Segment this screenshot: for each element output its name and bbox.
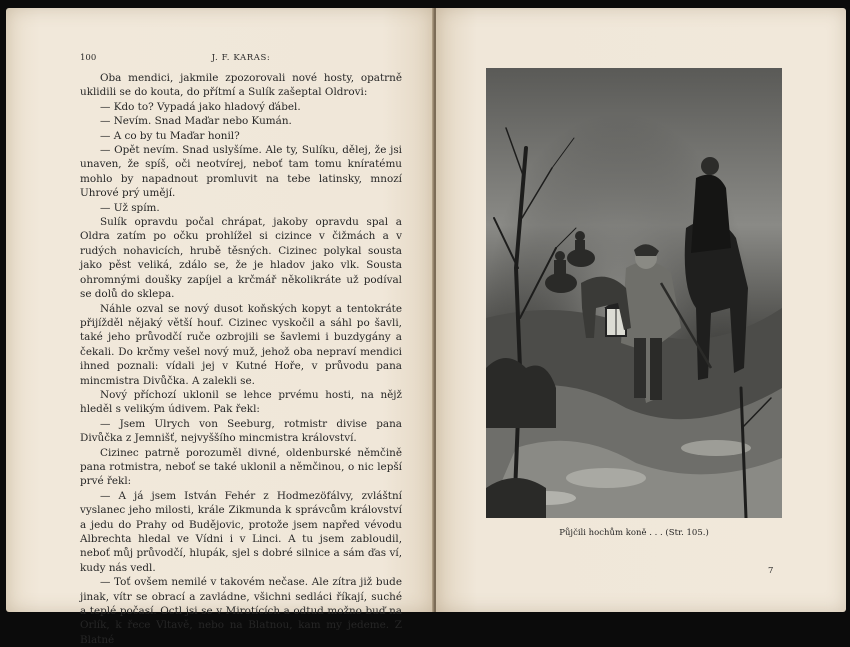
page-number: 100 bbox=[80, 53, 97, 63]
paragraph: — Už spím. bbox=[100, 201, 160, 214]
paragraph: — Nevím. Snad Maďar nebo Kumán. bbox=[100, 115, 292, 128]
paragraph: Sulík opravdu počal chrápat, jakoby opravdu spal a Oldra zatím po očku prohlížel si cizince v čižmách a v rudých nohavicích, hrubě těsných. Cizinec polykal sousta jako pěst veliká, zdálo se, že je hladov jako vlk. Sousta ohromnými doušky zapíjel a krčmář několikráte už podíval se dolů do sklepa. bbox=[80, 216, 402, 301]
running-head-title: J. F. KARAS: bbox=[211, 53, 271, 63]
paragraph: — Opět nevím. Snad uslyšíme. Ale ty, Sulíku, dělej, že jsi unaven, že spíš, oči neotvírej, neboť tam tomu kníratému mohlo by napadnout promluvit na tebe latinsky, mnozí Uhrové prý umějí. bbox=[80, 144, 402, 200]
paragraph: Oba mendici, jakmile zpozorovali nové hosty, opatrně uklidili se do kouta, do přítmí a Sulík zašeptal Oldrovi: bbox=[80, 72, 402, 99]
paragraph: Nový příchozí uklonil se lehce prvému hosti, na nějž hleděl s velikým údivem. Pak řekl: bbox=[80, 388, 402, 416]
paragraph: — Jsem Ulrych von Seeburg, rotmistr divise pana Divůčka z Jemnišť, nejvyššího mincmistra království. bbox=[80, 417, 402, 445]
paragraph: — A co by tu Maďar honil? bbox=[100, 129, 240, 142]
paragraph: — A já jsem István Fehér z Hodmezöfálvy, zvláštní vyslanec jeho milosti, krále Zikmunda k správcům království a jedu do Prahy od Budějovic, protože jsem napřed vévodu Albrechta hledal ve Vídni i v Linci. A tu jsem zabloudil, neboť můj průvodčí, hlupák, sjel s dobré silnice a sám ďas ví, kudy nás vedl. bbox=[80, 489, 402, 574]
paragraph: Cizinec patrně porozuměl divné, oldenburské němčině pana rotmistra, neboť se také uklonil a němčinou, o nic lepší prvé řekl: bbox=[80, 446, 402, 488]
paragraph: Náhle ozval se nový dusot koňských kopyt a tentokráte přijížděl nějaký větší houf. Cizinec vyskočil a sáhl po šavli, také jeho průvodčí ruče ozbrojili se šavlemi i buzdygány a čekali. Do krčmy vešel nový muž, jehož oba nepraví mendici ihned poznali: vídali jej v Kutné Hoře, v průvodu pana mincmistra Divůčka. A zalekli se. bbox=[80, 302, 402, 387]
night-riders-illustration bbox=[486, 68, 782, 518]
paragraph: — Kdo to? Vypadá jako hladový ďábel. bbox=[100, 100, 301, 113]
body-text bbox=[80, 71, 402, 647]
sheet-number: 7 bbox=[768, 566, 774, 576]
paragraph: — Toť ovšem nemilé v takovém nečase. Ale zítra již bude jinak, vítr se obrací a zavládne, všichni sedláci říkají, suché a teplé počasí. Octl jsi se v Mirotících a odtud možno buď na Orlík, k řece Vltavě, nebo na Blatnou, kam my jedeme. Z Blatné bbox=[80, 576, 402, 646]
running-head bbox=[80, 53, 402, 67]
illustration-caption: Půjčili hochům koně . . . (Str. 105.) bbox=[559, 528, 709, 538]
